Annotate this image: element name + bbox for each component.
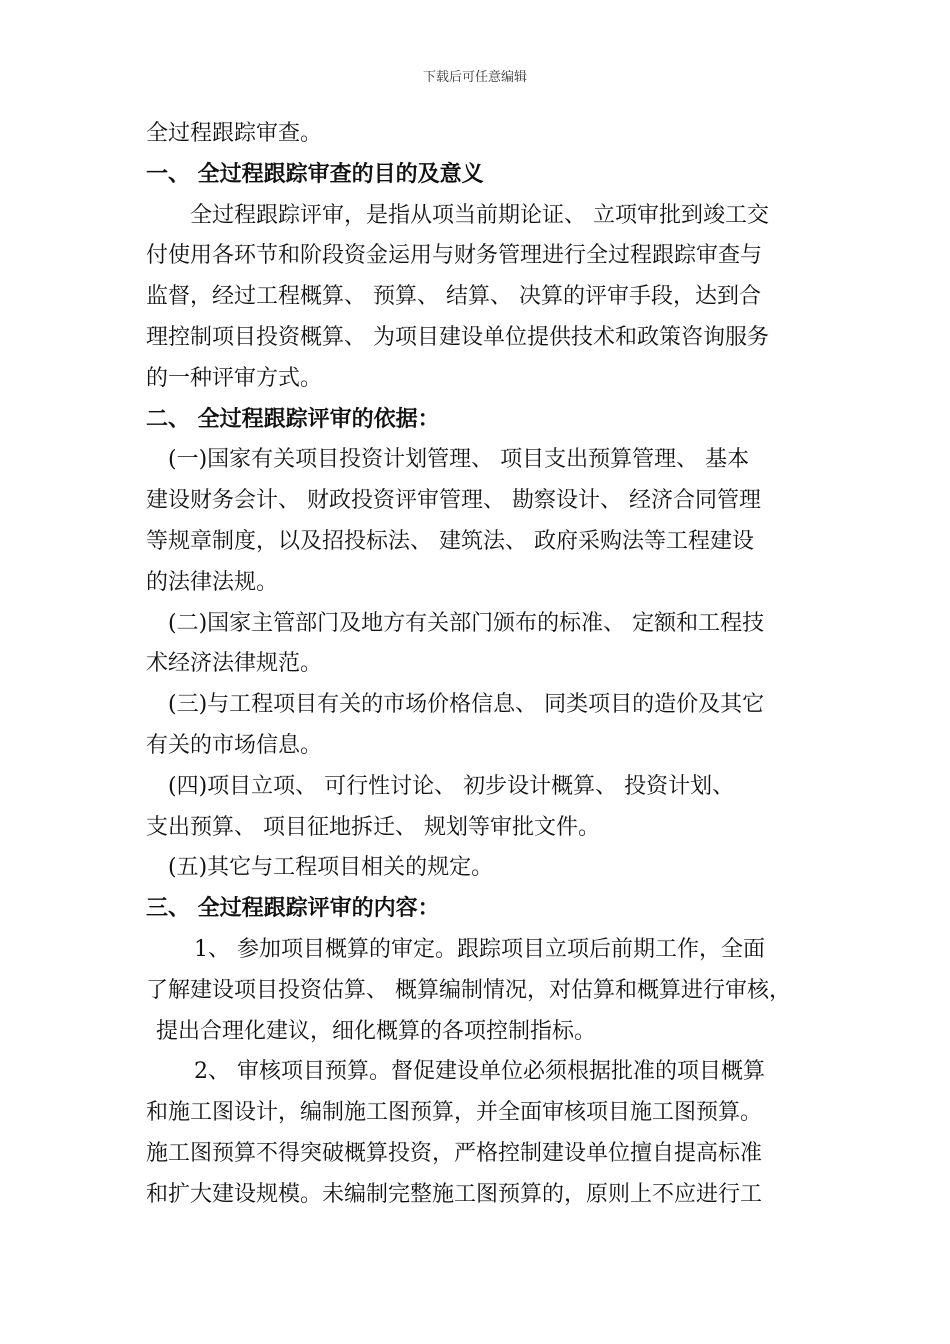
paragraph-line: 全过程跟踪评审，是指从项当前期论证、 立项审批到竣工交 [190, 202, 769, 228]
header-note: 下载后可任意编辑 [422, 70, 527, 85]
paragraph-line: 有关的市场信息。 [146, 733, 323, 758]
paragraph-line: 支出预算、 项目征地拆迁、 规划等审批文件。 [146, 814, 600, 840]
paragraph-line: (三)与工程项目有关的市场价格信息、 同类项目的造价及其它 [168, 692, 765, 718]
paragraph-line: (五)其它与工程项目相关的规定。 [168, 855, 494, 881]
paragraph-line: 全过程跟踪审查。 [146, 121, 323, 146]
paragraph-line: 和施工图设计，编制施工图预算，并全面审核项目施工图预算。 [146, 1100, 763, 1126]
paragraph-line: (一)国家有关项目投资计划管理、 项目支出预算管理、 基本 [168, 447, 750, 473]
paragraph-line: 施工图预算不得突破概算投资，严格控制建设单位擅自提高标准 [146, 1141, 763, 1166]
section-heading: 三、 全过程跟踪评审的内容： [146, 896, 440, 922]
paragraph-line: (四)项目立项、 可行性讨论、 初步设计概算、 投资计划、 [168, 773, 735, 799]
paragraph-line: 提出合理化建议，细化概算的各项控制指标。 [156, 1018, 597, 1044]
paragraph-line: 2、 审核项目预算。督促建设单位必须根据批准的项目概算 [194, 1059, 765, 1085]
paragraph-line: 术经济法律规范。 [146, 651, 323, 677]
paragraph-line: 和扩大建设规模。未编制完整施工图预算的，原则上不应进行工 [146, 1181, 763, 1207]
paragraph-line: 的一种评审方式。 [146, 365, 323, 391]
paragraph-line: 付使用各环节和阶段资金运用与财务管理进行全过程跟踪审查与 [146, 243, 763, 269]
paragraph-line: 建设财务会计、 财政投资评审管理、 勘察设计、 经济合同管理 [146, 488, 761, 514]
paragraph-line: 监督，经过工程概算、 预算、 结算、 决算的评审手段，达到合 [146, 284, 761, 310]
section-heading: 一、 全过程跟踪审查的目的及意义 [146, 161, 484, 187]
paragraph-line: 的法律法规。 [146, 569, 279, 595]
paragraph-line: (二)国家主管部门及地方有关部门颁布的标准、 定额和工程技 [168, 610, 765, 636]
paragraph-line: 等规章制度，以及招投标法、 建筑法、 政府采购法等工程建设 [146, 529, 754, 554]
paragraph-line: 理控制项目投资概算、 为项目建设单位提供技术和政策咨询服务 [146, 325, 769, 350]
paragraph-line: 了解建设项目投资估算、 概算编制情况，对估算和概算进行审核， [146, 977, 791, 1003]
paragraph-line: 1、 参加项目概算的审定。跟踪项目立项后前期工作，全面 [194, 937, 765, 962]
section-heading: 二、 全过程跟踪评审的依据： [146, 406, 440, 432]
